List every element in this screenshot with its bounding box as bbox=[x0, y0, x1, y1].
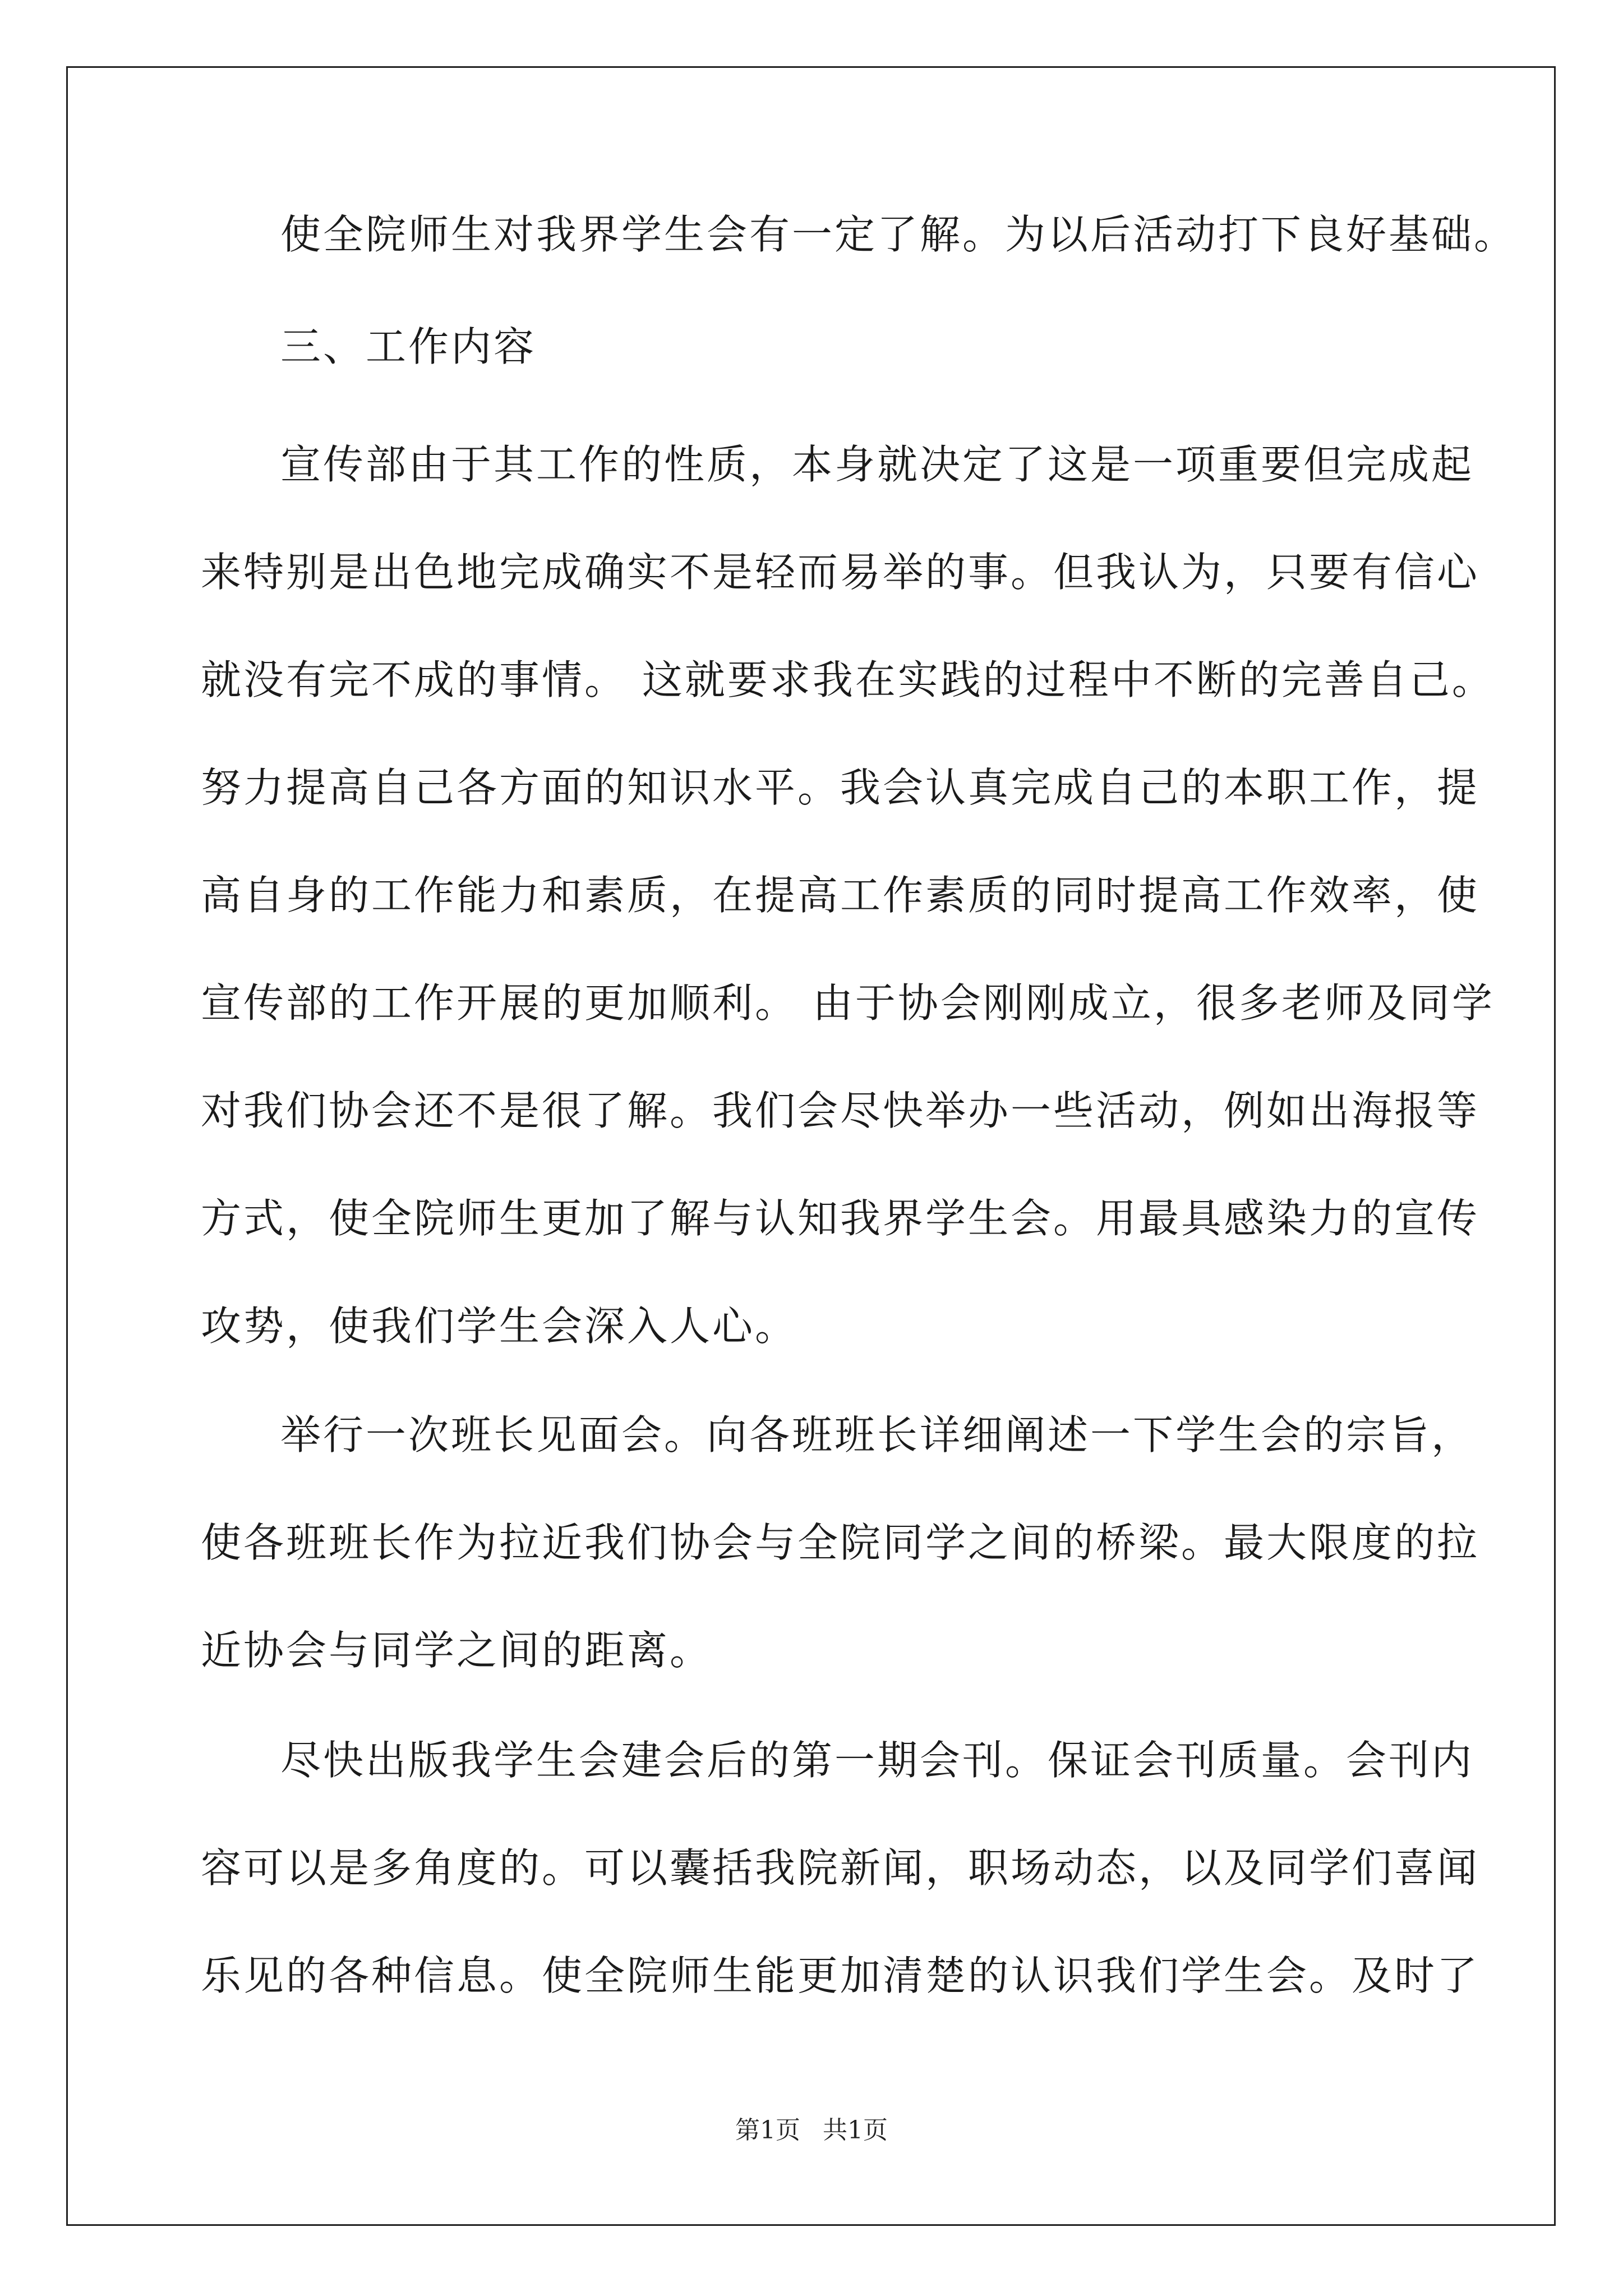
body-line-3: 宣传部由于其工作的性质，本身就决定了这是一项重要但完成起 bbox=[280, 441, 1474, 488]
body-line-9: 对我们协会还不是很了解。我们会尽快举办一些活动，例如出海报等 bbox=[201, 1087, 1480, 1134]
body-line-4: 来特别是出色地完成确实不是轻而易举的事。但我认为，只要有信心 bbox=[201, 549, 1480, 596]
body-line-17: 乐见的各种信息。使全院师生能更加清楚的认识我们学生会。及时了 bbox=[201, 1952, 1480, 1999]
page-footer bbox=[0, 2114, 1623, 2147]
body-line-13: 使各班班长作为拉近我们协会与全院同学之间的桥梁。最大限度的拉 bbox=[201, 1519, 1480, 1566]
body-line-5: 就没有完不成的事情。 这就要求我在实践的过程中不断的完善自己。 bbox=[201, 656, 1495, 703]
body-line-6: 努力提高自己各方面的知识水平。我会认真完成自己的本职工作，提 bbox=[201, 764, 1480, 811]
body-line-7: 高自身的工作能力和素质，在提高工作素质的同时提高工作效率，使 bbox=[201, 872, 1480, 919]
body-line-15: 尽快出版我学生会建会后的第一期会刊。保证会刊质量。会刊内 bbox=[280, 1737, 1474, 1784]
body-line-11: 攻势，使我们学生会深入人心。 bbox=[201, 1303, 798, 1350]
body-line-1: 使全院师生对我界学生会有一定了解。为以后活动打下良好基础。 bbox=[280, 211, 1517, 258]
body-line-8: 宣传部的工作开展的更加顺利。 由于协会刚刚成立，很多老师及同学 bbox=[201, 979, 1495, 1027]
page-number-total: 共1页 bbox=[823, 2116, 888, 2145]
page-number-current: 第1页 bbox=[735, 2116, 800, 2145]
body-line-14: 近协会与同学之间的距离。 bbox=[201, 1627, 713, 1674]
section-heading: 三、工作内容 bbox=[280, 323, 537, 370]
page-frame bbox=[66, 66, 1556, 2226]
body-line-12: 举行一次班长见面会。向各班班长详细阐述一下学生会的宗旨， bbox=[280, 1411, 1474, 1458]
body-line-16: 容可以是多角度的。可以囊括我院新闻，职场动态，以及同学们喜闻 bbox=[201, 1844, 1480, 1892]
body-line-10: 方式，使全院师生更加了解与认知我界学生会。用最具感染力的宣传 bbox=[201, 1195, 1480, 1242]
